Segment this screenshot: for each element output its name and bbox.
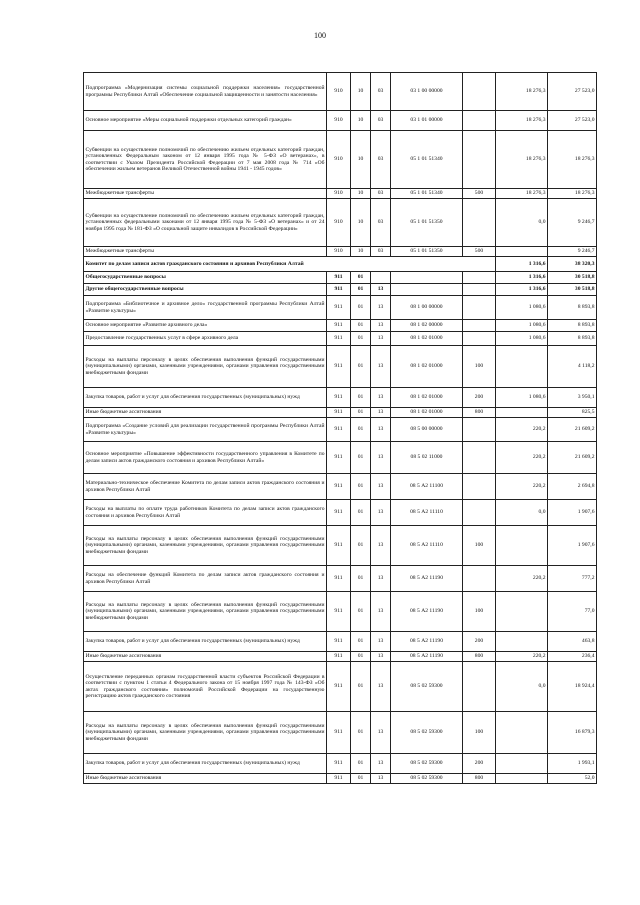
cell-sum-2: 4 118,2 bbox=[548, 346, 597, 388]
cell-podrazdel: 13 bbox=[371, 652, 391, 662]
cell-expense-type: 500 bbox=[463, 247, 496, 257]
cell-grbs: 911 bbox=[327, 632, 351, 652]
cell-podrazdel: 03 bbox=[371, 111, 391, 131]
table-row bbox=[84, 774, 597, 784]
cell-sum-2: 1 907,6 bbox=[548, 500, 597, 526]
cell-razdel: 01 bbox=[351, 566, 371, 592]
cell-podrazdel: 13 bbox=[371, 754, 391, 774]
cell-name: Комитет по делам записи актов гражданского состояния и архивов Республики Алтай bbox=[84, 257, 496, 272]
cell-razdel: 10 bbox=[351, 73, 371, 111]
cell-sum-1: 220,2 bbox=[496, 418, 548, 442]
cell-grbs: 911 bbox=[327, 652, 351, 662]
cell-expense-type: 800 bbox=[463, 408, 496, 418]
cell-razdel: 01 bbox=[351, 754, 371, 774]
cell-razdel: 10 bbox=[351, 189, 371, 199]
cell-expense-type bbox=[463, 111, 496, 131]
cell-sum-1: 1 080,6 bbox=[496, 320, 548, 332]
page-number: 100 bbox=[314, 31, 326, 40]
cell-sum-1: 0,0 bbox=[496, 500, 548, 526]
budget-table bbox=[83, 72, 597, 784]
cell-razdel: 01 bbox=[351, 592, 371, 632]
cell-sum-2: 777,2 bbox=[548, 566, 597, 592]
cell-name: Основное мероприятие «Меры социальной поддержки отдельных категорий граждан» bbox=[84, 111, 327, 131]
cell-grbs: 910 bbox=[327, 189, 351, 199]
cell-grbs: 911 bbox=[327, 592, 351, 632]
cell-grbs: 911 bbox=[327, 272, 351, 284]
cell-sum-2: 18 276,3 bbox=[548, 131, 597, 189]
cell-target-article: 08 5 А2 11190 bbox=[391, 566, 463, 592]
table-row bbox=[84, 592, 597, 632]
cell-target-article: 08 5 02 59300 bbox=[391, 754, 463, 774]
cell-podrazdel: 03 bbox=[371, 73, 391, 111]
cell-target-article: 08 5 00 00000 bbox=[391, 418, 463, 442]
cell-sum-1: 1 080,6 bbox=[496, 332, 548, 346]
cell-grbs: 911 bbox=[327, 332, 351, 346]
cell-sum-2: 236,4 bbox=[548, 652, 597, 662]
cell-sum-2: 30 518,8 bbox=[548, 272, 597, 284]
cell-razdel: 01 bbox=[351, 442, 371, 474]
cell-expense-type bbox=[463, 474, 496, 500]
cell-name: Общегосударственные вопросы bbox=[84, 272, 327, 284]
cell-sum-2: 18 276,3 bbox=[548, 189, 597, 199]
table-row bbox=[84, 111, 597, 131]
cell-sum-2: 38 320,3 bbox=[548, 257, 597, 272]
cell-sum-2: 8 893,8 bbox=[548, 332, 597, 346]
cell-sum-2: 825,5 bbox=[548, 408, 597, 418]
table-row bbox=[84, 408, 597, 418]
cell-sum-1: 0,0 bbox=[496, 199, 548, 247]
cell-razdel: 01 bbox=[351, 284, 371, 296]
cell-expense-type: 200 bbox=[463, 632, 496, 652]
cell-grbs: 911 bbox=[327, 526, 351, 566]
cell-grbs: 911 bbox=[327, 442, 351, 474]
cell-name: Закупка товаров, работ и услуг для обеспечения государственных (муниципальных) нужд bbox=[84, 388, 327, 408]
cell-sum-1: 18 276,3 bbox=[496, 111, 548, 131]
cell-sum-2: 21 609,2 bbox=[548, 442, 597, 474]
cell-podrazdel bbox=[371, 272, 391, 284]
cell-target-article: 08 1 02 01000 bbox=[391, 332, 463, 346]
cell-name: Предоставление государственных услуг в сфере архивного дела bbox=[84, 332, 327, 346]
cell-expense-type bbox=[463, 418, 496, 442]
cell-name: Подпрограмма «Модернизация системы социальной поддержки населения» государственной программы Республики Алтай «Обеспечение социальной защищенности и занятости населения» bbox=[84, 73, 327, 111]
cell-target-article: 08 1 02 01000 bbox=[391, 346, 463, 388]
table-row bbox=[84, 199, 597, 247]
cell-podrazdel: 13 bbox=[371, 284, 391, 296]
cell-podrazdel: 13 bbox=[371, 418, 391, 442]
table-row bbox=[84, 296, 597, 320]
cell-razdel: 01 bbox=[351, 662, 371, 712]
cell-sum-2: 463,8 bbox=[548, 632, 597, 652]
cell-sum-2: 18 924,4 bbox=[548, 662, 597, 712]
cell-target-article: 05 1 01 51340 bbox=[391, 189, 463, 199]
cell-name: Иные бюджетные ассигнования bbox=[84, 774, 327, 784]
cell-expense-type: 100 bbox=[463, 526, 496, 566]
cell-name: Межбюджетные трансферты bbox=[84, 247, 327, 257]
cell-expense-type bbox=[463, 284, 496, 296]
cell-grbs: 911 bbox=[327, 500, 351, 526]
cell-expense-type: 500 bbox=[463, 189, 496, 199]
table-row bbox=[84, 346, 597, 388]
cell-podrazdel: 03 bbox=[371, 131, 391, 189]
cell-grbs: 910 bbox=[327, 73, 351, 111]
cell-sum-1 bbox=[496, 774, 548, 784]
cell-name: Субвенции на осуществление полномочий по обеспечению жильем отдельных категорий граждан, установленных федеральными законами от 12 января 1995 года № 5-ФЗ «О ветеранах» и от 24 ноября 1995 года № 181-ФЗ «О социальной защите инвалидов в Российской Федерации» bbox=[84, 199, 327, 247]
cell-expense-type: 800 bbox=[463, 774, 496, 784]
cell-razdel: 10 bbox=[351, 131, 371, 189]
cell-sum-1 bbox=[496, 346, 548, 388]
cell-grbs: 910 bbox=[327, 199, 351, 247]
cell-sum-2: 30 518,8 bbox=[548, 284, 597, 296]
cell-name: Иные бюджетные ассигнования bbox=[84, 408, 327, 418]
cell-name: Расходы на выплаты персоналу в целях обеспечения выполнения функций государственными (муниципальными) органами, казенными учреждениями, органами управления государственными внебюджетными фондами bbox=[84, 526, 327, 566]
cell-expense-type: 100 bbox=[463, 346, 496, 388]
cell-podrazdel: 13 bbox=[371, 526, 391, 566]
cell-target-article: 08 5 02 59300 bbox=[391, 774, 463, 784]
cell-grbs: 911 bbox=[327, 774, 351, 784]
cell-razdel: 01 bbox=[351, 652, 371, 662]
cell-target-article: 08 1 02 00000 bbox=[391, 320, 463, 332]
cell-sum-1: 0,0 bbox=[496, 662, 548, 712]
cell-expense-type bbox=[463, 272, 496, 284]
cell-target-article: 08 5 А2 11190 bbox=[391, 652, 463, 662]
cell-sum-1 bbox=[496, 754, 548, 774]
cell-podrazdel: 13 bbox=[371, 474, 391, 500]
cell-razdel: 01 bbox=[351, 272, 371, 284]
cell-grbs: 911 bbox=[327, 712, 351, 754]
cell-sum-2: 1 907,6 bbox=[548, 526, 597, 566]
cell-expense-type bbox=[463, 442, 496, 474]
cell-name: Закупка товаров, работ и услуг для обеспечения государственных (муниципальных) нужд bbox=[84, 754, 327, 774]
cell-sum-2: 9 246,7 bbox=[548, 247, 597, 257]
table-row bbox=[84, 247, 597, 257]
cell-expense-type bbox=[463, 131, 496, 189]
cell-expense-type bbox=[463, 296, 496, 320]
cell-expense-type bbox=[463, 320, 496, 332]
cell-sum-1: 220,2 bbox=[496, 474, 548, 500]
cell-sum-2: 1 993,1 bbox=[548, 754, 597, 774]
table-row bbox=[84, 73, 597, 111]
cell-grbs: 911 bbox=[327, 388, 351, 408]
table-row bbox=[84, 189, 597, 199]
cell-target-article: 08 5 02 11000 bbox=[391, 442, 463, 474]
cell-target-article: 03 1 00 00000 bbox=[391, 73, 463, 111]
cell-target-article: 08 5 А2 11110 bbox=[391, 500, 463, 526]
cell-grbs: 911 bbox=[327, 418, 351, 442]
cell-razdel: 01 bbox=[351, 332, 371, 346]
cell-target-article: 08 5 А2 11190 bbox=[391, 592, 463, 632]
cell-sum-2: 3 950,1 bbox=[548, 388, 597, 408]
table-row bbox=[84, 526, 597, 566]
cell-grbs: 910 bbox=[327, 111, 351, 131]
cell-razdel: 01 bbox=[351, 632, 371, 652]
cell-grbs: 911 bbox=[327, 408, 351, 418]
cell-name: Подпрограмма «Библиотечное и архивное дело» государственной программы Республики Алтай «Развитие культуры» bbox=[84, 296, 327, 320]
cell-grbs: 910 bbox=[327, 131, 351, 189]
table-row bbox=[84, 662, 597, 712]
cell-sum-1 bbox=[496, 632, 548, 652]
cell-razdel: 01 bbox=[351, 296, 371, 320]
cell-podrazdel: 13 bbox=[371, 408, 391, 418]
cell-sum-2: 52,0 bbox=[548, 774, 597, 784]
cell-sum-1: 1 316,6 bbox=[496, 257, 548, 272]
cell-podrazdel: 03 bbox=[371, 247, 391, 257]
cell-razdel: 01 bbox=[351, 320, 371, 332]
cell-target-article: 08 1 00 00000 bbox=[391, 296, 463, 320]
cell-sum-1: 1 316,6 bbox=[496, 284, 548, 296]
cell-name: Материально-техническое обеспечение Комитета по делам записи актов гражданского состояния и архивов Республики Алтай bbox=[84, 474, 327, 500]
cell-sum-1: 18 276,3 bbox=[496, 73, 548, 111]
cell-razdel: 01 bbox=[351, 346, 371, 388]
cell-sum-1: 220,2 bbox=[496, 566, 548, 592]
cell-name: Субвенции на осуществление полномочий по обеспечению жильем отдельных категорий граждан, установленных Федеральным законом от 12 января 1995 года № 5-ФЗ «О ветеранах», в соответствии с Указом Президента Российской Федерации от 7 мая 2008 года № 714 «Об обеспечении жильем ветеранов Великой Отечественной войны 1941 - 1945 годов» bbox=[84, 131, 327, 189]
cell-target-article: 03 1 01 00000 bbox=[391, 111, 463, 131]
cell-podrazdel: 13 bbox=[371, 712, 391, 754]
cell-razdel: 01 bbox=[351, 388, 371, 408]
cell-podrazdel: 13 bbox=[371, 296, 391, 320]
cell-sum-2: 8 893,8 bbox=[548, 296, 597, 320]
cell-grbs: 911 bbox=[327, 346, 351, 388]
cell-name: Межбюджетные трансферты bbox=[84, 189, 327, 199]
cell-target-article: 08 5 02 59300 bbox=[391, 662, 463, 712]
cell-target-article: 08 5 А2 11100 bbox=[391, 474, 463, 500]
cell-expense-type bbox=[463, 73, 496, 111]
cell-grbs: 911 bbox=[327, 296, 351, 320]
cell-sum-2: 2 694,8 bbox=[548, 474, 597, 500]
table-row bbox=[84, 284, 597, 296]
cell-expense-type: 100 bbox=[463, 592, 496, 632]
table-row bbox=[84, 632, 597, 652]
table-row bbox=[84, 257, 597, 272]
cell-sum-2: 9 246,7 bbox=[548, 199, 597, 247]
cell-name: Расходы на выплаты персоналу в целях обеспечения выполнения функций государственными (муниципальными) органами, казенными учреждениями, органами управления государственными внебюджетными фондами bbox=[84, 712, 327, 754]
cell-razdel: 10 bbox=[351, 247, 371, 257]
table-row bbox=[84, 500, 597, 526]
cell-sum-1 bbox=[496, 592, 548, 632]
table-row bbox=[84, 320, 597, 332]
cell-sum-1 bbox=[496, 247, 548, 257]
cell-grbs: 911 bbox=[327, 284, 351, 296]
table-row bbox=[84, 272, 597, 284]
cell-target-article: 08 1 02 01000 bbox=[391, 408, 463, 418]
cell-name: Закупка товаров, работ и услуг для обеспечения государственных (муниципальных) нужд bbox=[84, 632, 327, 652]
cell-name: Иные бюджетные ассигнования bbox=[84, 652, 327, 662]
cell-name: Расходы на выплаты персоналу в целях обеспечения выполнения функций государственными (муниципальными) органами, казенными учреждениями, органами управления государственными внебюджетными фондами bbox=[84, 346, 327, 388]
table-row bbox=[84, 712, 597, 754]
cell-podrazdel: 13 bbox=[371, 332, 391, 346]
cell-name: Расходы на обеспечение функций Комитета по делам записи актов гражданского состояния и архивов Республики Алтай bbox=[84, 566, 327, 592]
table-row bbox=[84, 131, 597, 189]
cell-sum-2: 27 523,0 bbox=[548, 73, 597, 111]
table-row bbox=[84, 754, 597, 774]
cell-sum-1 bbox=[496, 526, 548, 566]
cell-name: Основное мероприятие «Развитие архивного дела» bbox=[84, 320, 327, 332]
cell-sum-1: 18 276,3 bbox=[496, 189, 548, 199]
cell-razdel: 01 bbox=[351, 418, 371, 442]
cell-podrazdel: 13 bbox=[371, 632, 391, 652]
cell-expense-type bbox=[463, 500, 496, 526]
cell-target-article bbox=[391, 272, 463, 284]
table-row bbox=[84, 652, 597, 662]
cell-sum-1: 220,2 bbox=[496, 652, 548, 662]
cell-target-article: 08 5 02 59300 bbox=[391, 712, 463, 754]
cell-sum-1: 1 080,6 bbox=[496, 296, 548, 320]
cell-sum-2: 27 523,0 bbox=[548, 111, 597, 131]
cell-expense-type: 100 bbox=[463, 712, 496, 754]
cell-podrazdel: 03 bbox=[371, 189, 391, 199]
table-row bbox=[84, 474, 597, 500]
cell-expense-type: 200 bbox=[463, 754, 496, 774]
cell-podrazdel: 13 bbox=[371, 566, 391, 592]
cell-name: Расходы на выплаты по оплате труда работников Комитета по делам записи актов гражданского состояния и архивов Республики Алтай bbox=[84, 500, 327, 526]
cell-sum-2: 21 609,2 bbox=[548, 418, 597, 442]
cell-sum-1 bbox=[496, 712, 548, 754]
cell-podrazdel: 13 bbox=[371, 774, 391, 784]
cell-expense-type bbox=[463, 662, 496, 712]
cell-podrazdel: 13 bbox=[371, 442, 391, 474]
table-row bbox=[84, 418, 597, 442]
cell-sum-1: 220,2 bbox=[496, 442, 548, 474]
cell-expense-type bbox=[463, 332, 496, 346]
cell-sum-2: 8 893,8 bbox=[548, 320, 597, 332]
cell-podrazdel: 13 bbox=[371, 388, 391, 408]
cell-target-article bbox=[391, 284, 463, 296]
cell-razdel: 01 bbox=[351, 408, 371, 418]
cell-razdel: 01 bbox=[351, 526, 371, 566]
cell-name: Основное мероприятие «Повышение эффективности государственного управления в Комитете по делам записи актов гражданского состояния и архивов Республики Алтай» bbox=[84, 442, 327, 474]
cell-grbs: 911 bbox=[327, 474, 351, 500]
cell-grbs: 910 bbox=[327, 247, 351, 257]
cell-expense-type bbox=[463, 199, 496, 247]
cell-expense-type: 200 bbox=[463, 388, 496, 408]
cell-podrazdel: 03 bbox=[371, 199, 391, 247]
cell-sum-1: 1 080,6 bbox=[496, 388, 548, 408]
cell-razdel: 10 bbox=[351, 199, 371, 247]
cell-razdel: 01 bbox=[351, 774, 371, 784]
table-row bbox=[84, 332, 597, 346]
cell-target-article: 08 1 02 01000 bbox=[391, 388, 463, 408]
cell-razdel: 10 bbox=[351, 111, 371, 131]
cell-razdel: 01 bbox=[351, 474, 371, 500]
cell-target-article: 05 1 01 51350 bbox=[391, 247, 463, 257]
cell-sum-2: 77,0 bbox=[548, 592, 597, 632]
cell-target-article: 05 1 01 51340 bbox=[391, 131, 463, 189]
cell-target-article: 05 1 01 51350 bbox=[391, 199, 463, 247]
table-row bbox=[84, 566, 597, 592]
cell-grbs: 911 bbox=[327, 566, 351, 592]
cell-target-article: 08 5 А2 11110 bbox=[391, 526, 463, 566]
cell-name: Подпрограмма «Создание условий для реализации государственной программы Республики Алтай «Развитие культуры» bbox=[84, 418, 327, 442]
cell-name: Расходы на выплаты персоналу в целях обеспечения выполнения функций государственными (муниципальными) органами, казенными учреждениями, органами управления государственными внебюджетными фондами bbox=[84, 592, 327, 632]
cell-grbs: 911 bbox=[327, 320, 351, 332]
cell-podrazdel: 13 bbox=[371, 320, 391, 332]
table-row bbox=[84, 442, 597, 474]
table-row bbox=[84, 388, 597, 408]
cell-name: Другие общегосударственные вопросы bbox=[84, 284, 327, 296]
cell-podrazdel: 13 bbox=[371, 592, 391, 632]
cell-expense-type bbox=[463, 566, 496, 592]
cell-podrazdel: 13 bbox=[371, 346, 391, 388]
cell-expense-type: 800 bbox=[463, 652, 496, 662]
cell-sum-1: 1 316,6 bbox=[496, 272, 548, 284]
cell-razdel: 01 bbox=[351, 712, 371, 754]
cell-grbs: 911 bbox=[327, 662, 351, 712]
cell-sum-1 bbox=[496, 408, 548, 418]
cell-grbs: 911 bbox=[327, 754, 351, 774]
cell-podrazdel: 13 bbox=[371, 662, 391, 712]
cell-name: Осуществление переданных органам государственной власти субъектов Российской Федерации в соответствии с пунктом 1 статьи 4 Федерального закона от 15 ноября 1997 года № 143-ФЗ «Об актах гражданского состояния» полномочий Российской Федерации на государственную регистрацию актов гражданского состояния bbox=[84, 662, 327, 712]
cell-sum-1: 18 276,3 bbox=[496, 131, 548, 189]
cell-sum-2: 16 879,3 bbox=[548, 712, 597, 754]
cell-target-article: 08 5 А2 11190 bbox=[391, 632, 463, 652]
cell-razdel: 01 bbox=[351, 500, 371, 526]
cell-podrazdel: 13 bbox=[371, 500, 391, 526]
